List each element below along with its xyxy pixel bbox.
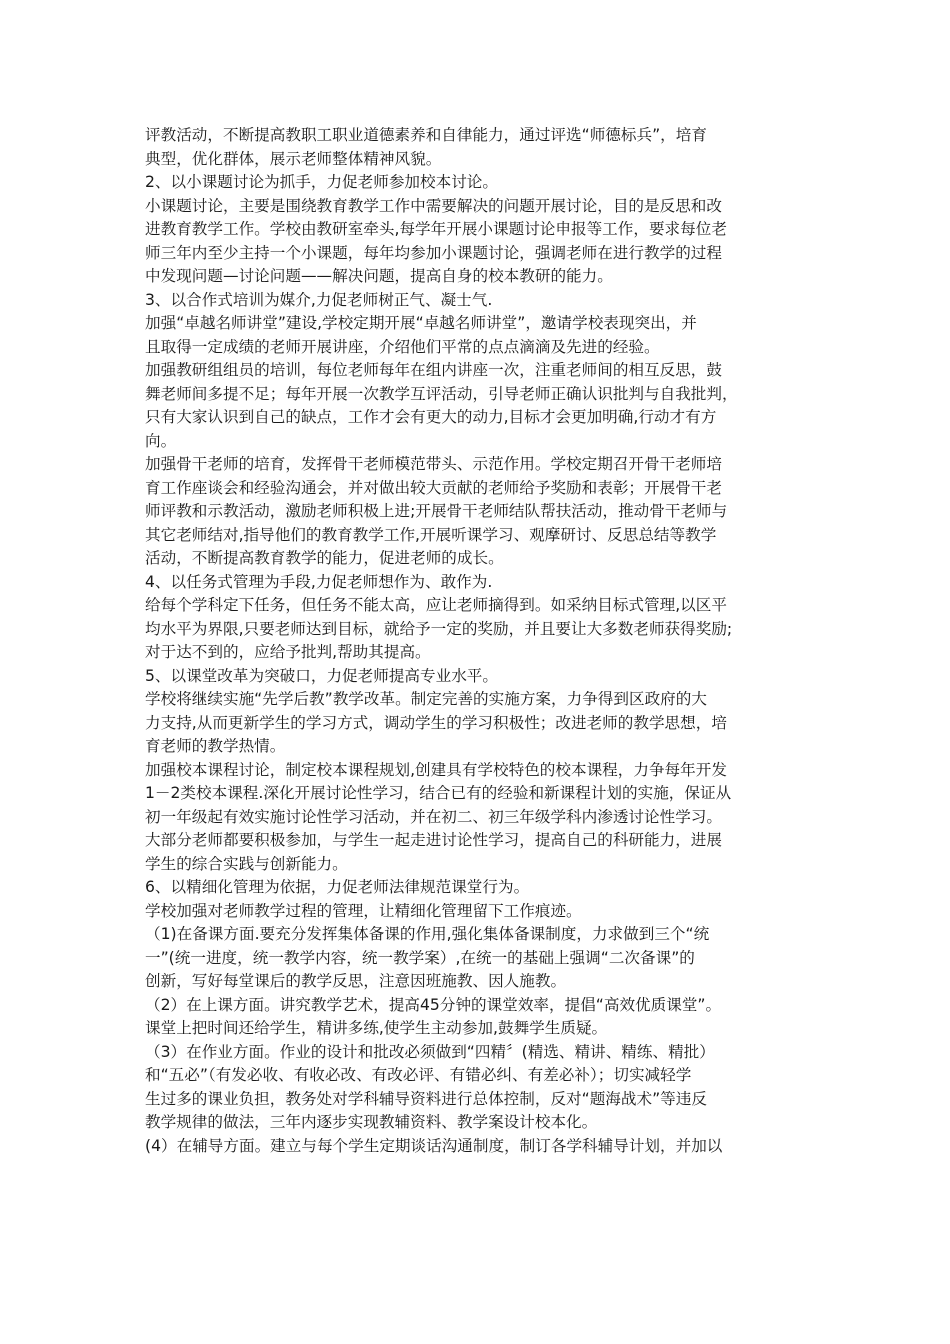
text-line: （1)在备课方面.要充分发挥集体备课的作用,强化集体备课制度，力求做到三个“统	[145, 925, 710, 943]
text-line: 育工作座谈会和经验沟通会，并对做出较大贡献的老师给予奖励和表彰；开展骨干老	[145, 478, 722, 497]
text-line: 加强教研组组员的培训，每位老师每年在组内讲座一次，注重老师间的相互反思，鼓	[145, 361, 722, 379]
text-line: 进教育教学工作。学校由教研室牵头,每学年开展小课题讨论申报等工作，要求每位老	[145, 220, 727, 238]
text-line: 对于达不到的，应给予批判,帮助其提高。	[145, 643, 431, 661]
text-line: 给每个学科定下任务，但任务不能太高，应让老师摘得到。如采纳目标式管理,以区平	[145, 596, 727, 614]
text-line: 初一年级起有效实施讨论性学习活动，并在初二、初三年级学科内渗透讨论性学习。	[145, 807, 722, 826]
text-line: 活动，不断提高教育教学的能力，促进老师的成长。	[145, 549, 504, 567]
document-body	[145, 124, 815, 1158]
text-line: （3）在作业方面。作业的设计和批改必须做到“四精〞(精选、精讲、精练、精批）	[145, 1042, 715, 1061]
text-line: （2）在上课方面。讲究教学艺术，提高45分钟的课堂效率，提倡“高效优质课堂”。	[145, 995, 722, 1014]
text-line: 课堂上把时间还给学生，精讲多练,使学生主动参加,鼓舞学生质疑。	[145, 1019, 608, 1037]
section-heading: 3、以合作式培训为媒介,力促老师树正气、凝士气.	[145, 290, 493, 309]
text-line: 一”(统一进度，统一教学内容，统一教学案）,在统一的基础上强调“二次备课”的	[145, 948, 695, 967]
text-line: 均水平为界限,只要老师达到目标，就给予一定的奖励，并且要让大多数老师获得奖励;	[145, 619, 733, 638]
section-heading: 5、以课堂改革为突破口，力促老师提高专业水平。	[145, 666, 498, 685]
text-line: 力支持,从而更新学生的学习方式，调动学生的学习积极性；改进老师的教学思想，培	[145, 713, 727, 732]
text-line: 只有大家认识到自己的缺点，工作才会有更大的动力,目标才会更加明确,行动才有方	[145, 408, 717, 426]
section-heading: 6、以精细化管理为依据，力促老师法律规范课堂行为。	[145, 878, 530, 896]
text-line: 学校将继续实施“先学后教”教学改革。制定完善的实施方案，力争得到区政府的大	[145, 690, 707, 708]
text-line: 典型，优化群体，展示老师整体精神风貌。	[145, 149, 442, 168]
text-line: 生过多的课业负担，教务处对学科辅导资料进行总体控制，反对“题海战术”等违反	[145, 1089, 707, 1108]
text-line: 加强“卓越名师讲堂”建设,学校定期开展“卓越名师讲堂”，邀请学校表现突出，并	[145, 314, 697, 332]
text-line: 教学规律的做法，三年内逐步实现教辅资料、教学案设计校本化。	[145, 1113, 598, 1131]
text-line: 加强校本课程讨论，制定校本课程规划,创建具有学校特色的校本课程，力争每年开发	[145, 760, 727, 779]
text-line: 中发现问题—讨论问题——解决问题，提高自身的校本教研的能力。	[145, 267, 613, 285]
text-line: 和“五必”（有发必收、有收必改、有改必评、有错必纠、有差必补）；切实减轻学	[145, 1066, 692, 1084]
text-line: (4）在辅导方面。建立与每个学生定期谈话沟通制度，制订各学科辅导计划，并加以	[145, 1136, 723, 1155]
text-line: 向。	[145, 431, 177, 450]
text-line: 其它老师结对,指导他们的教育教学工作,开展听课学习、观摩研讨、反思总结等教学	[145, 525, 717, 544]
text-line: 学生的综合实践与创新能力。	[145, 854, 348, 873]
text-line: 师三年内至少主持一个小课题，每年均参加小课题讨论，强调老师在进行教学的过程	[145, 243, 722, 262]
text-line: 大部分老师都要积极参加，与学生一起走进讨论性学习，提高自己的科研能力，进展	[145, 831, 722, 849]
text-line: 评教活动，不断提高教职工职业道德素养和自律能力，通过评选“师德标兵”，培育	[145, 126, 707, 144]
text-line: 加强骨干老师的培育，发挥骨干老师模范带头、示范作用。学校定期召开骨干老师培	[145, 455, 722, 473]
section-heading: 4、以任务式管理为手段,力促老师想作为、敢作为.	[145, 572, 493, 591]
text-line: 师评教和示教活动，激励老师积极上进;开展骨干老师结队帮扶活动，推动骨干老师与	[145, 502, 728, 520]
section-heading: 2、以小课题讨论为抓手，力促老师参加校本讨论。	[145, 173, 498, 191]
text-line: 育老师的教学热情。	[145, 737, 286, 755]
text-line: 舞老师间多提不足；每年开展一次教学互评活动，引导老师正确认识批判与自我批判，	[145, 384, 738, 403]
text-line: 创新，写好每堂课后的教学反思，注意因班施教、因人施教。	[145, 972, 567, 990]
text-line: 1－2类校本课程.深化开展讨论性学习，结合已有的经验和新课程计划的实施，保证从	[145, 784, 732, 802]
text-line: 小课题讨论，主要是围绕教育教学工作中需要解决的问题开展讨论，目的是反思和改	[145, 196, 722, 215]
text-line: 且取得一定成绩的老师开展讲座，介绍他们平常的点点滴滴及先进的经验。	[145, 337, 660, 356]
text-line: 学校加强对老师教学过程的管理，让精细化管理留下工作痕迹。	[145, 901, 582, 920]
